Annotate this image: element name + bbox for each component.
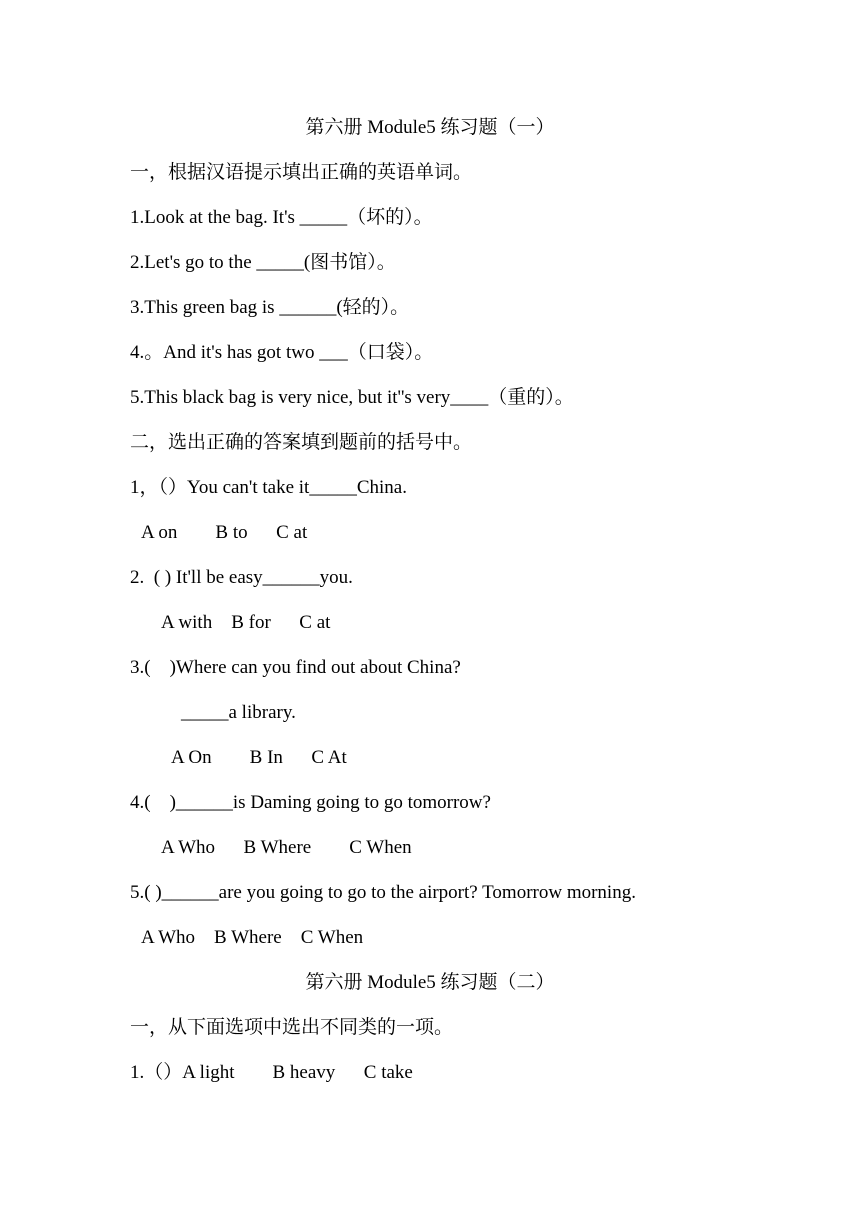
section2-part1-heading: 一，从下面选项中选出不同类的一项。 <box>130 1017 454 1038</box>
choice-stem-3: _____a library. <box>181 702 296 723</box>
worksheet-title-1: 第六册 Module5 练习题（一） <box>305 117 555 138</box>
choice-question-5: 5.( )______are you going to go to the airport? Tomorrow morning. <box>130 882 636 903</box>
choice-options-5: A Who B Where C When <box>141 927 364 948</box>
choice-options-4: A Who B Where C When <box>161 837 412 858</box>
choice-question-3: 3.( )Where can you find out about China? <box>130 657 461 678</box>
fill-in-item-1: 1.Look at the bag. It's _____（坏的）。 <box>130 207 433 228</box>
choice-options-1: A on B to C at <box>141 522 308 543</box>
choice-question-4: 4.( )______is Daming going to go tomorrow? <box>130 792 491 813</box>
part2-heading: 二，选出正确的答案填到题前的括号中。 <box>130 432 473 453</box>
fill-in-item-3: 3.This green bag is ______(轻的）。 <box>130 297 410 318</box>
fill-in-item-4: 4.。And it's has got two ___（口袋）。 <box>130 342 434 363</box>
choice-question-1: 1，（）You can't take it_____China. <box>130 477 407 498</box>
choice-question-2: 2. ( ) It'll be easy______you. <box>130 567 353 588</box>
fill-in-item-2: 2.Let's go to the _____(图书馆）。 <box>130 252 396 273</box>
choice-options-3: A On B In C At <box>171 747 347 768</box>
odd-one-out-item-1: 1.（）A light B heavy C take <box>130 1062 413 1083</box>
part1-heading: 一，根据汉语提示填出正确的英语单词。 <box>130 162 473 183</box>
choice-options-2: A with B for C at <box>161 612 331 633</box>
fill-in-item-5: 5.This black bag is very nice, but it''s very____（重的）。 <box>130 387 574 408</box>
worksheet-title-2: 第六册 Module5 练习题（二） <box>305 972 555 993</box>
